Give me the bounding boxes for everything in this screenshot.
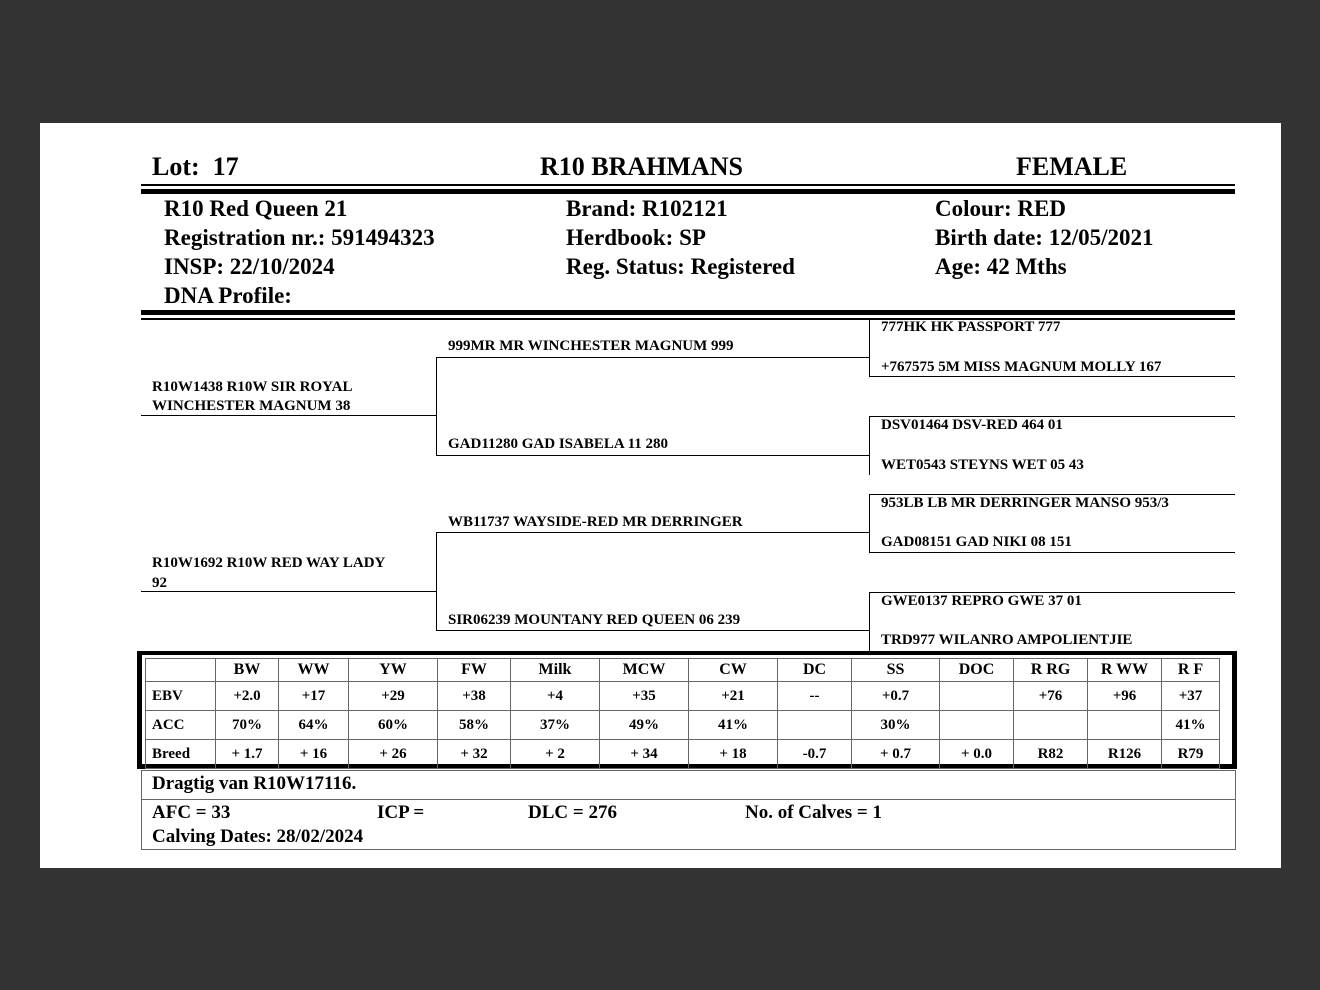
lot-number: 17 [212,152,239,181]
ebv-row-label: ACC [146,711,216,740]
ebv-header-cell: MCW [600,659,689,682]
ggp-line-2 [869,376,1235,377]
ebv-cell: +4 [511,682,600,711]
ebv-cell: 37% [511,711,600,740]
ebv-header-cell: FW [438,659,511,682]
sire-bracket [436,357,437,456]
ebv-header-cell [146,659,216,682]
ebv-cell: +21 [689,682,778,711]
ebv-header-cell: R F [1162,659,1220,682]
ebv-row-label: EBV [146,682,216,711]
ggp-line-6 [869,552,1235,553]
ebv-cell: 58% [438,711,511,740]
ggp-bracket-3 [869,494,870,553]
ebv-cell: R79 [1162,740,1220,769]
sire-dam-line [436,455,869,456]
ebv-cell: + 26 [349,740,438,769]
ebv-row-acc [146,711,1220,740]
info-rule-thin [141,318,1235,320]
pedigree-ggp-4: WET0543 STEYNS WET 05 43 [881,457,1084,473]
ebv-cell: R82 [1014,740,1088,769]
ebv-cell [1088,711,1162,740]
ebv-cell: 60% [349,711,438,740]
pedigree-ggp-3: DSV01464 DSV-RED 464 01 [881,417,1063,433]
ebv-cell: +76 [1014,682,1088,711]
afc-value: AFC = 33 [152,802,231,823]
ebv-row-breed [146,740,1220,769]
birth-date: Birth date: 12/05/2021 [935,225,1154,250]
calves-count: No. of Calves = 1 [745,802,882,823]
ebv-cell: +2.0 [216,682,279,711]
pedigree-sire-sire: 999MR MR WINCHESTER MAGNUM 999 [448,338,734,354]
ebv-cell: + 0.0 [940,740,1014,769]
registration-status: Reg. Status: Registered [566,254,795,279]
ebv-cell: +0.7 [852,682,940,711]
ebv-header-cell: SS [852,659,940,682]
colour: Colour: RED [935,196,1066,221]
ebv-cell: -0.7 [778,740,852,769]
breeder-title: R10 BRAHMANS [540,152,743,181]
ebv-cell: 41% [689,711,778,740]
ebv-header-cell: R RG [1014,659,1088,682]
ebv-table [145,658,1220,769]
pedigree-ggp-2: +767575 5M MISS MAGNUM MOLLY 167 [881,359,1162,375]
pedigree-ggp-6: GAD08151 GAD NIKI 08 151 [881,534,1072,550]
ebv-cell: +38 [438,682,511,711]
pedigree-dam-dam: SIR06239 MOUNTANY RED QUEEN 06 239 [448,612,741,628]
ebv-cell: 30% [852,711,940,740]
ebv-cell: 49% [600,711,689,740]
ebv-header-cell: CW [689,659,778,682]
pedigree-ggp-7: GWE0137 REPRO GWE 37 01 [881,593,1082,609]
header-rule-thin [141,184,1235,186]
dlc-value: DLC = 276 [528,802,617,823]
pedigree-ggp-1: 777HK HK PASSPORT 777 [881,319,1061,335]
age: Age: 42 Mths [935,254,1067,279]
ebv-header-row [146,659,1220,682]
ebv-cell: + 18 [689,740,778,769]
ebv-cell: 41% [1162,711,1220,740]
pedigree-sire-dam: GAD11280 GAD ISABELA 11 280 [448,436,669,452]
ebv-cell: R126 [1088,740,1162,769]
ebv-header-cell: Milk [511,659,600,682]
ebv-header-cell: DC [778,659,852,682]
ebv-cell [940,682,1014,711]
pedigree-sire: R10W1438 R10W SIR ROYAL WINCHESTER MAGNUM 38 [152,379,353,414]
ebv-cell: -- [778,682,852,711]
registration-number: Registration nr.: 591494323 [164,225,435,250]
header-rule-thick [141,189,1235,194]
icp-value: ICP = [377,802,425,823]
ebv-cell: 64% [279,711,349,740]
ebv-cell: +35 [600,682,689,711]
dam-bracket [436,532,437,631]
ebv-cell [778,711,852,740]
ebv-cell: +29 [349,682,438,711]
ggp-bracket-4 [869,592,870,651]
ebv-cell: + 0.7 [852,740,940,769]
pedigree-ggp-8: TRD977 WILANRO AMPOLIENTJIE [881,632,1133,648]
sire-sire-line [436,357,869,358]
ebv-header-cell: YW [349,659,438,682]
ebv-cell: + 2 [511,740,600,769]
ebv-header-cell: R WW [1088,659,1162,682]
ebv-header-cell: DOC [940,659,1014,682]
ebv-cell: + 34 [600,740,689,769]
pedigree-dam-sire: WB11737 WAYSIDE-RED MR DERRINGER [448,514,743,530]
dna-profile: DNA Profile: [164,283,292,308]
info-rule-thick [141,310,1235,315]
ebv-cell: +96 [1088,682,1162,711]
ebv-table-body [146,682,1220,769]
ebv-cell: + 16 [279,740,349,769]
ebv-cell: + 32 [438,740,511,769]
insp-date: INSP: 22/10/2024 [164,254,335,279]
sex-label: FEMALE [1016,152,1128,181]
sire-line [141,415,437,416]
ebv-cell: + 1.7 [216,740,279,769]
pedigree-dam: R10W1692 R10W RED WAY LADY 92 [152,555,386,591]
ebv-header-cell: WW [279,659,349,682]
animal-name: R10 Red Queen 21 [164,196,348,221]
herdbook: Herdbook: SP [566,225,706,250]
ebv-cell: 70% [216,711,279,740]
ebv-row-label: Breed [146,740,216,769]
ebv-cell [1014,711,1088,740]
dam-line [141,591,437,592]
notes-divider [141,799,1236,800]
ebv-cell [940,711,1014,740]
pregnancy-note: Dragtig van R10W17116. [152,773,357,794]
brand: Brand: R102121 [566,196,728,221]
ggp-bracket-2 [869,416,870,475]
dam-dam-line [436,630,869,631]
ebv-row-ebv [146,682,1220,711]
ebv-header-cell: BW [216,659,279,682]
lot-label: Lot: 17 [152,152,239,181]
pedigree-ggp-5: 953LB LB MR DERRINGER MANSO 953/3 [881,495,1169,511]
ebv-cell: +37 [1162,682,1220,711]
ggp-bracket-1 [869,318,870,377]
ebv-cell: +17 [279,682,349,711]
dam-sire-line [436,532,869,533]
calving-dates: Calving Dates: 28/02/2024 [152,826,364,847]
